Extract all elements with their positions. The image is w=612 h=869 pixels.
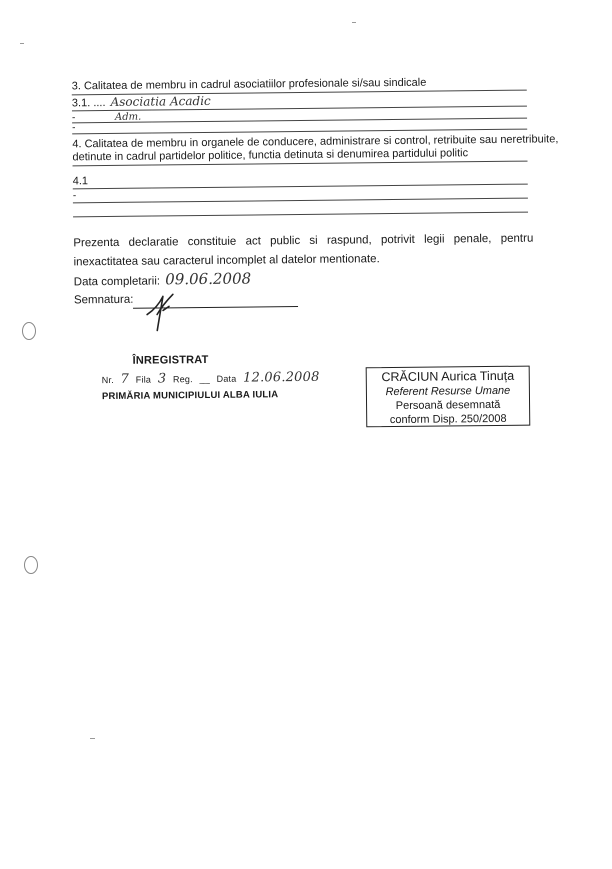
section3-heading: 3. Calitatea de membru in cadrul asociatiilor profesionale si/sau sindicale	[71, 76, 427, 93]
section3-handwritten-line1: Asociatia Acadic	[110, 93, 211, 109]
reg-nr-value: 7	[120, 371, 130, 387]
section4-rule-3	[73, 212, 528, 218]
scan-speck	[352, 22, 356, 23]
punch-hole-bottom	[24, 556, 38, 574]
section4-heading-line2: detinute in cadrul partidelor politice, functia detinuta si denumirea partidului politic	[72, 147, 469, 164]
section4-rule-2	[73, 198, 528, 204]
date-value: 09.06.2008	[165, 269, 252, 289]
signature-label: Semnatura:	[73, 293, 134, 307]
registration-stamp-institution: PRIMĂRIA MUNICIPIULUI ALBA IULIA	[101, 389, 279, 403]
punch-hole-top	[22, 322, 36, 340]
reg-data-label: Data	[216, 373, 237, 384]
reg-data-value: 12.06.2008	[243, 369, 320, 386]
section3-item-number: 3.1. ....	[71, 97, 106, 110]
hr-stamp-role: Referent Resurse Umane	[385, 384, 511, 399]
reg-fila-value: 3	[157, 371, 167, 387]
scan-speck	[20, 43, 24, 44]
registration-stamp-title: ÎNREGISTRAT	[132, 353, 209, 367]
reg-reg-label: Reg.	[172, 374, 193, 385]
section3-dash-1: -	[71, 112, 76, 124]
section4-heading-line1: 4. Calitatea de membru in organele de conducere, administrare si control, retribuite sau neretribuite,	[72, 133, 559, 151]
registration-stamp-fields: Nr. 7 Fila 3 Reg. __ Data 12.06.2008	[101, 369, 320, 387]
scan-speck	[90, 738, 95, 739]
reg-fila-label: Fila	[135, 374, 152, 385]
section4-rule-1	[73, 184, 528, 190]
signature-mark	[139, 284, 189, 333]
hr-stamp-disposition: conform Disp. 250/2008	[389, 412, 507, 427]
hr-stamp-name: CRĂCIUN Aurica Tinuța	[381, 368, 515, 385]
section4-item-number: 4.1	[72, 175, 89, 188]
section3-dash-2: -	[72, 122, 76, 134]
reg-nr-label: Nr.	[101, 374, 114, 386]
hr-stamp-box	[366, 366, 531, 428]
section4-dash-1: -	[72, 190, 77, 202]
section3-item	[72, 95, 211, 110]
section3-handwritten-line2: Adm.	[114, 111, 142, 123]
date-label: Data completarii:	[73, 275, 161, 289]
hr-stamp-designation: Persoană desemnată	[395, 398, 501, 412]
declaration-text: Prezenta declaratie constituie act public si raspund, potrivit legii penale, pentru inexactitatea sau caracterul incomplet al datelor mentionate.	[73, 232, 534, 269]
